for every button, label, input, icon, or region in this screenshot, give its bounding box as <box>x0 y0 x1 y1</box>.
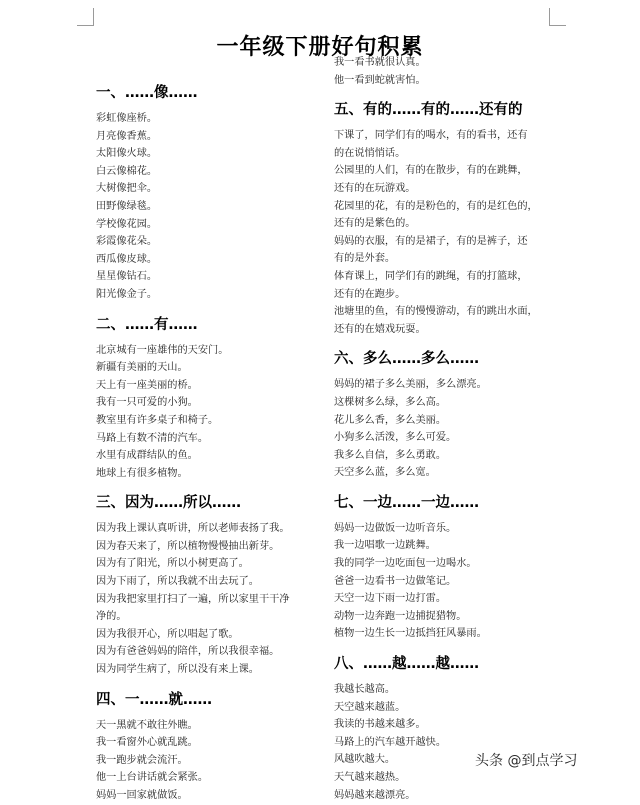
crop-mark-left-h <box>77 25 94 26</box>
sentence-line: 天气越来越热。 <box>334 772 406 783</box>
sentence-line: 体育课上，同学们有的跳绳，有的打篮球， <box>334 270 528 282</box>
sentence-section <box>334 99 584 338</box>
sentence-line: 他一看到蛇就害怕。 <box>334 74 426 86</box>
sentence-line: 马路上的汽车越开越快。 <box>334 736 447 748</box>
section-heading: 七、一边……一边…… <box>334 494 479 511</box>
sentence-line: 植物一边生长一边抵挡狂风暴雨。 <box>334 628 487 640</box>
sentence-section <box>334 348 584 482</box>
sentence-line: 我一跑步就会流汗。 <box>96 754 188 766</box>
section-heading: 八、……越……越…… <box>334 656 479 673</box>
sentence-line: 天空多么蓝，多么宽。 <box>334 467 436 479</box>
left-column <box>96 72 336 805</box>
section-heading: 二、……有…… <box>96 316 198 333</box>
watermark-text: 头条 @到点学习 <box>475 753 578 769</box>
sentence-line: 因为春天来了，所以植物慢慢抽出新芽。 <box>96 540 280 552</box>
sentence-line: 天空越来越蓝。 <box>334 701 406 713</box>
sentence-line: 有的是外套。 <box>334 253 396 265</box>
sentence-line: 我的同学一边吃面包一边喝水。 <box>334 558 477 570</box>
sentence-line: 我读的书越来越多。 <box>334 719 426 731</box>
sentence-line: 因为我把家里打扫了一遍，所以家里干干净 <box>96 593 290 605</box>
sentence-section <box>96 492 336 678</box>
sentence-line: 天空一边下雨一边打雷。 <box>334 593 447 605</box>
sentence-line: 新疆有美丽的天山。 <box>96 362 188 374</box>
sentence-line: 因为同学生病了，所以没有来上课。 <box>96 664 259 676</box>
sentence-line: 学校像花园。 <box>96 218 158 230</box>
sentence-line: 白云像棉花。 <box>96 165 158 177</box>
sentence-line: 花儿多么香，多么美丽。 <box>334 414 447 426</box>
sentence-line: 因为我上课认真听讲，所以老师表扬了我。 <box>96 523 290 535</box>
sentence-line: 天上有一座美丽的桥。 <box>96 379 198 391</box>
sentence-line: 阳光像金子。 <box>96 288 158 300</box>
sentence-line: 公园里的人们，有的在散步，有的在跳舞， <box>334 165 528 177</box>
section-heading: 五、有的……有的……还有的 <box>334 102 523 119</box>
sentence-line: 田野像绿毯。 <box>96 200 158 212</box>
sentence-line: 动物一边奔跑一边捕捉猎物。 <box>334 610 467 622</box>
section-heading: 四、一……就…… <box>96 691 212 708</box>
page-title: 一年级下册好句积累 <box>216 35 424 60</box>
sentence-line: 西瓜像皮球。 <box>96 253 158 265</box>
sentence-line: 我多么自信，多么勇敢。 <box>334 449 447 461</box>
sentence-line: 还有的是紫色的。 <box>334 218 416 230</box>
sentence-line: 花园里的花，有的是粉色的，有的是红色的， <box>334 200 538 212</box>
sentence-section <box>96 82 336 304</box>
sentence-line: 妈妈一边做饭一边听音乐。 <box>334 522 457 534</box>
sentence-line: 妈妈的裙子多么美丽，多么漂亮。 <box>334 379 487 391</box>
sentence-line: 我一边唱歌一边跳舞。 <box>334 540 436 552</box>
sentence-line: 太阳像火球。 <box>96 148 158 160</box>
section-heading: 三、因为……所以…… <box>96 495 241 512</box>
sentence-line: 的在说悄悄话。 <box>334 147 406 159</box>
sentence-line: 净的。 <box>96 611 127 623</box>
sentence-line: 这棵树多么绿，多么高。 <box>334 396 447 408</box>
sentence-line: 因为我很开心，所以唱起了歌。 <box>96 628 239 640</box>
sentence-line: 爸爸一边看书一边做笔记。 <box>334 575 457 587</box>
section-heading: 六、多么……多么…… <box>334 351 479 368</box>
sentence-line: 还有的在跑步。 <box>334 288 406 300</box>
sentence-line: 彩虹像座桥。 <box>96 113 158 124</box>
section-heading: 一、……像…… <box>96 85 198 101</box>
sentence-line: 地球上有很多植物。 <box>96 467 188 479</box>
sentence-line: 妈妈越来越漂亮。 <box>334 789 416 801</box>
sentence-section <box>96 689 336 805</box>
sentence-line: 星星像钻石。 <box>96 271 158 283</box>
sentence-line: 大树像把伞。 <box>96 183 158 195</box>
sentence-line: 池塘里的鱼，有的慢慢游动，有的跳出水面， <box>334 306 538 318</box>
sentence-line: 月亮像香蕉。 <box>96 130 158 142</box>
crop-mark-left-v <box>93 8 94 26</box>
sentence-line: 我有一只可爱的小狗。 <box>96 397 198 409</box>
sentence-section <box>96 314 336 483</box>
sentence-line: 因为下雨了，所以我就不出去玩了。 <box>96 576 259 588</box>
sentence-section <box>334 653 584 804</box>
sentence-line: 还有的在嬉戏玩耍。 <box>334 323 426 335</box>
crop-mark-right-h <box>549 25 566 26</box>
right-column <box>334 54 584 804</box>
sentence-line: 下课了，同学们有的喝水，有的看书，还有 <box>334 130 528 142</box>
sentence-line: 小狗多么活泼，多么可爱。 <box>334 432 457 444</box>
sentence-line: 妈妈的衣服，有的是裙子，有的是裤子，还 <box>334 235 528 247</box>
sentence-line: 我一看书就很认真。 <box>334 57 426 68</box>
sentence-line: 风越吹越大。 <box>334 754 396 766</box>
sentence-line: 天一黑就不敢往外瞧。 <box>96 719 198 731</box>
sentence-line: 他一上台讲话就会紧张。 <box>96 772 209 784</box>
sentence-line: 我一看窗外心就乱跳。 <box>96 737 198 749</box>
sentence-line: 水里有成群结队的鱼。 <box>96 450 198 462</box>
sentence-line: 北京城有一座雄伟的天安门。 <box>96 344 229 356</box>
sentence-line: 还有的在玩游戏。 <box>334 182 416 194</box>
crop-mark-right-v <box>549 8 550 26</box>
continued-lines <box>334 54 584 89</box>
sentence-line: 马路上有数不清的汽车。 <box>96 432 209 444</box>
sentence-section <box>334 492 584 643</box>
sentence-line: 我越长越高。 <box>334 684 396 696</box>
sentence-line: 因为有了阳光，所以小树更高了。 <box>96 558 249 570</box>
sentence-line: 妈妈一回家就做饭。 <box>96 790 188 801</box>
sentence-line: 教室里有许多桌子和椅子。 <box>96 414 219 426</box>
sentence-line: 因为有爸爸妈妈的陪伴，所以我很幸福。 <box>96 646 280 658</box>
sentence-line: 彩霞像花朵。 <box>96 236 158 248</box>
